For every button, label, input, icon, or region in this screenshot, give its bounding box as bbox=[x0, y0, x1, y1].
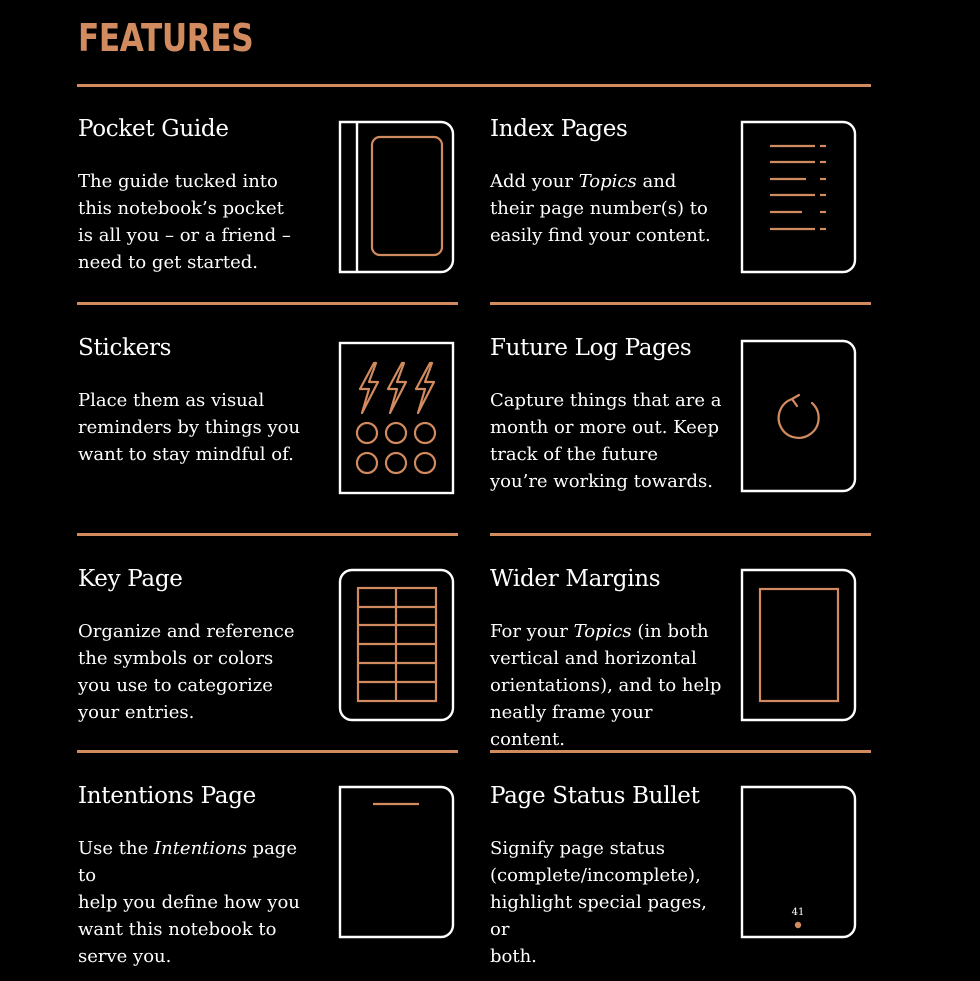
feature-title: Index Pages bbox=[490, 116, 628, 142]
page-status-icon bbox=[740, 785, 858, 939]
index-pages-icon bbox=[740, 120, 858, 274]
feature-description: For your Topics (in both vertical and horizontal orientations), and to help neatly frame your content. bbox=[490, 621, 722, 750]
divider-row2-left bbox=[77, 533, 458, 536]
pocket-guide-icon bbox=[338, 120, 456, 274]
feature-title: Page Status Bullet bbox=[490, 783, 700, 809]
feature-description: Add your Topics and their page number(s) to easily find your content. bbox=[490, 171, 711, 246]
feature-description: Signify page status (complete/incomplete), highlight special pages, or both. bbox=[490, 838, 707, 967]
feature-title: Wider Margins bbox=[490, 566, 661, 592]
top-divider bbox=[77, 84, 871, 87]
feature-description: Organize and reference the symbols or colors you use to categorize your entries. bbox=[78, 621, 295, 723]
feature-title: Intentions Page bbox=[78, 783, 256, 809]
divider-row3-left bbox=[77, 750, 458, 753]
feature-title: Key Page bbox=[78, 566, 183, 592]
feature-description: The guide tucked into this notebook’s pocket is all you – or a friend – need to get started. bbox=[78, 171, 291, 273]
feature-title: Stickers bbox=[78, 335, 172, 361]
divider-row1-left bbox=[77, 302, 458, 305]
feature-description: Place them as visual reminders by things you want to stay mindful of. bbox=[78, 390, 301, 465]
wider-margins-icon bbox=[740, 568, 858, 722]
feature-description: Use the Intentions page to help you define how you want this notebook to serve you. bbox=[78, 838, 300, 967]
divider-row2-right bbox=[490, 533, 871, 536]
stickers-icon bbox=[338, 341, 456, 495]
page-number: 41 bbox=[791, 907, 805, 918]
future-log-icon bbox=[740, 339, 858, 493]
divider-row1-right bbox=[490, 302, 871, 305]
feature-description: Capture things that are a month or more out. Keep track of the future you’re working towards. bbox=[490, 390, 722, 492]
intentions-page-icon bbox=[338, 785, 456, 939]
feature-title: Future Log Pages bbox=[490, 335, 692, 361]
status-bullet bbox=[795, 922, 801, 928]
page-heading: FEATURES bbox=[78, 16, 254, 60]
key-page-icon bbox=[338, 568, 456, 722]
feature-title: Pocket Guide bbox=[78, 116, 229, 142]
